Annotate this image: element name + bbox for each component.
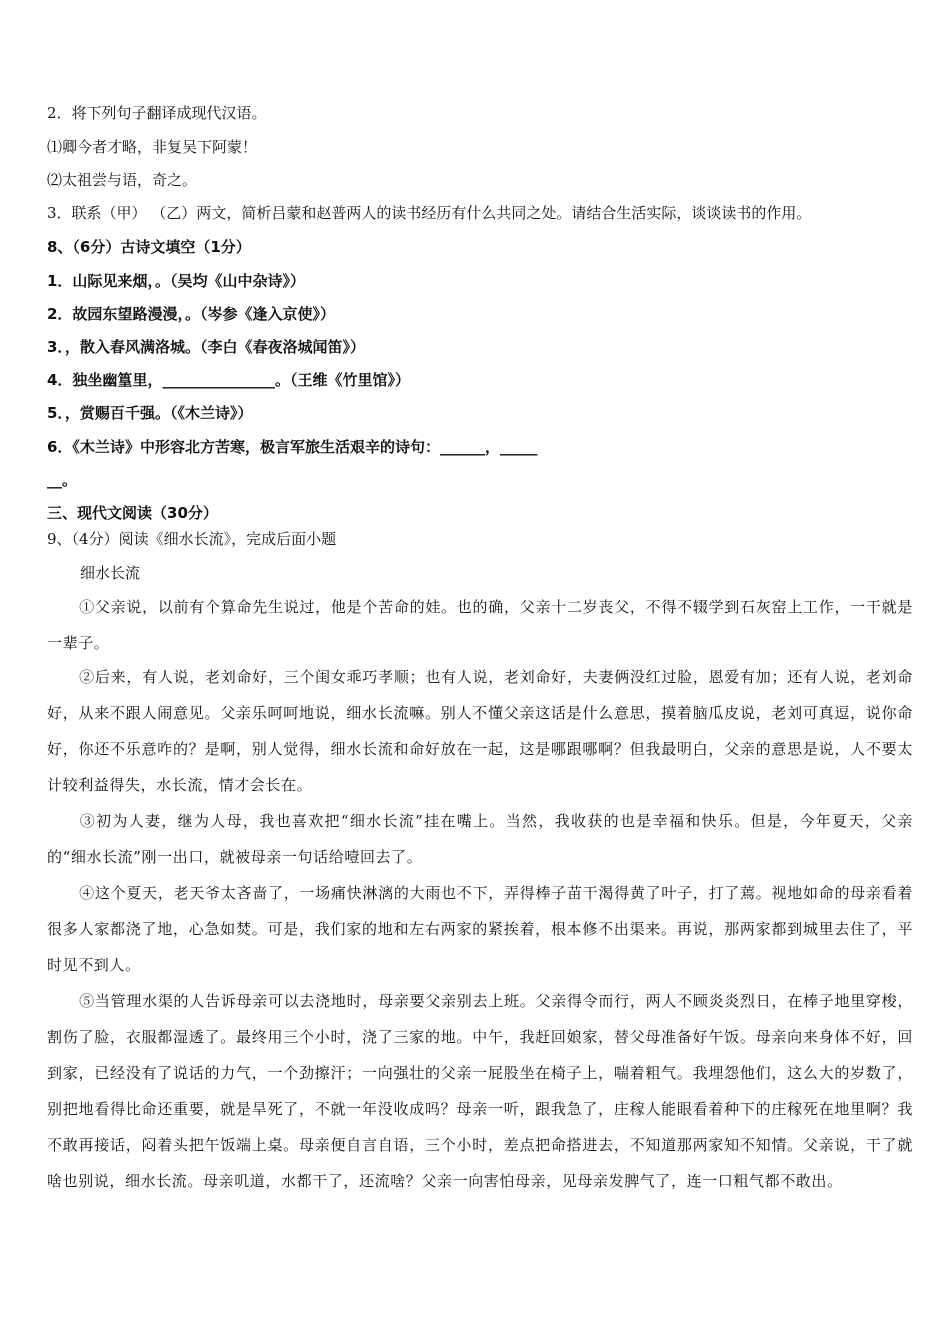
q8-line-3: 3．，散入春风满洛城。（李白《春夜洛城闻笛》） [47,338,365,356]
translate-item-1: ⑴卿今者才略，非复吴下阿蒙！ [47,138,258,156]
translate-heading: 2．将下列句子翻译成现代汉语。 [47,104,267,122]
q8-heading: 8、（6分）古诗文填空（1分） [47,238,251,256]
paragraph-4-text: ④这个夏天，老天爷太吝啬了，一场痛快淋漓的大雨也不下，弄得棒子苗干渴得黄了叶子，打了蔫。视地如命的母亲看着很多人家都浇了地，心急如焚。可是，我们家的地和左右两家的紧挨着，根本修不出渠来。再说，那两家都到城里去住了，平时见不到人。 [47,884,913,974]
q8-line-6: 6．《木兰诗》中形容北方苦寒，极言军旅生活艰辛的诗句：______，_____ [47,438,538,456]
q8-line-2: 2．故园东望路漫漫，。（岑参《逢入京使》） [47,305,335,323]
paragraph-2 [47,659,913,803]
q8-line-4: 4．独坐幽篁里，_______________。（王维《竹里馆》） [47,371,410,389]
paragraph-1 [47,589,913,661]
compare-question: 3．联系（甲） （乙）两文，简析吕蒙和赵普两人的读书经历有什么共同之处。请结合生活实际，谈谈读书的作用。 [47,204,812,222]
paragraph-5 [47,983,913,1199]
q8-line-6-cont: __。 [47,471,78,489]
section-3-heading: 三、现代文阅读（30分） [47,504,218,522]
q8-line-1: 1．山际见来烟，。（吴均《山中杂诗》） [47,272,305,290]
q9-heading: 9、（4分）阅读《细水长流》，完成后面小题 [47,530,337,548]
article-title: 细水长流 [80,564,141,582]
paragraph-4 [47,875,913,983]
paragraph-2-text: ②后来，有人说，老刘命好，三个闺女乖巧孝顺；也有人说，老刘命好，夫妻俩没红过脸，恩爱有加；还有人说，老刘命好，从来不跟人闹意见。父亲乐呵呵地说，细水长流嘛。别人不懂父亲这话是什么意思，摸着脑瓜皮说，老刘可真逗，说你命好，你还不乐意咋的？是啊，别人觉得，细水长流和命好放在一起，这是哪跟哪啊？但我最明白，父亲的意思是说，人不要太计较利益得失，水长流，情才会长在。 [47,668,913,794]
paragraph-5-text: ⑤当管理水渠的人告诉母亲可以去浇地时，母亲要父亲别去上班。父亲得令而行，两人不顾炎炎烈日，在棒子地里穿梭，割伤了脸，衣服都湿透了。最终用三个小时，浇了三家的地。中午，我赶回娘家，替父母准备好午饭。母亲向来身体不好，回到家，已经没有了说话的力气，一个劲擦汗；一向强壮的父亲一屁股坐在椅子上，喘着粗气。我埋怨他们，这么大的岁数了，别把地看得比命还重要，就是旱死了，不就一年没收成吗？母亲一听，跟我急了，庄稼人能眼看着种下的庄稼死在地里啊？我不敢再接话，闷着头把午饭端上桌。母亲便自言自语，三个小时，差点把命搭进去，不知道那两家知不知情。父亲说，干了就啥也别说，细水长流。母亲叽道，水都干了，还流啥？父亲一向害怕母亲，见母亲发脾气了，连一口粗气都不敢出。 [47,992,913,1190]
q8-line-5: 5．，赏赐百千强。（《木兰诗》） [47,404,253,422]
paragraph-1-text: ①父亲说，以前有个算命先生说过，他是个苦命的娃。也的确，父亲十二岁丧父，不得不辍学到石灰窑上工作，一干就是一辈子。 [47,598,913,652]
paragraph-3 [47,803,913,875]
paragraph-3-text: ③初为人妻，继为人母，我也喜欢把“细水长流”挂在嘴上。当然，我收获的也是幸福和快乐。但是，今年夏天，父亲的“细水长流”刚一出口，就被母亲一句话给噎回去了。 [47,812,913,866]
translate-item-2: ⑵太祖尝与语，奇之。 [47,171,198,189]
